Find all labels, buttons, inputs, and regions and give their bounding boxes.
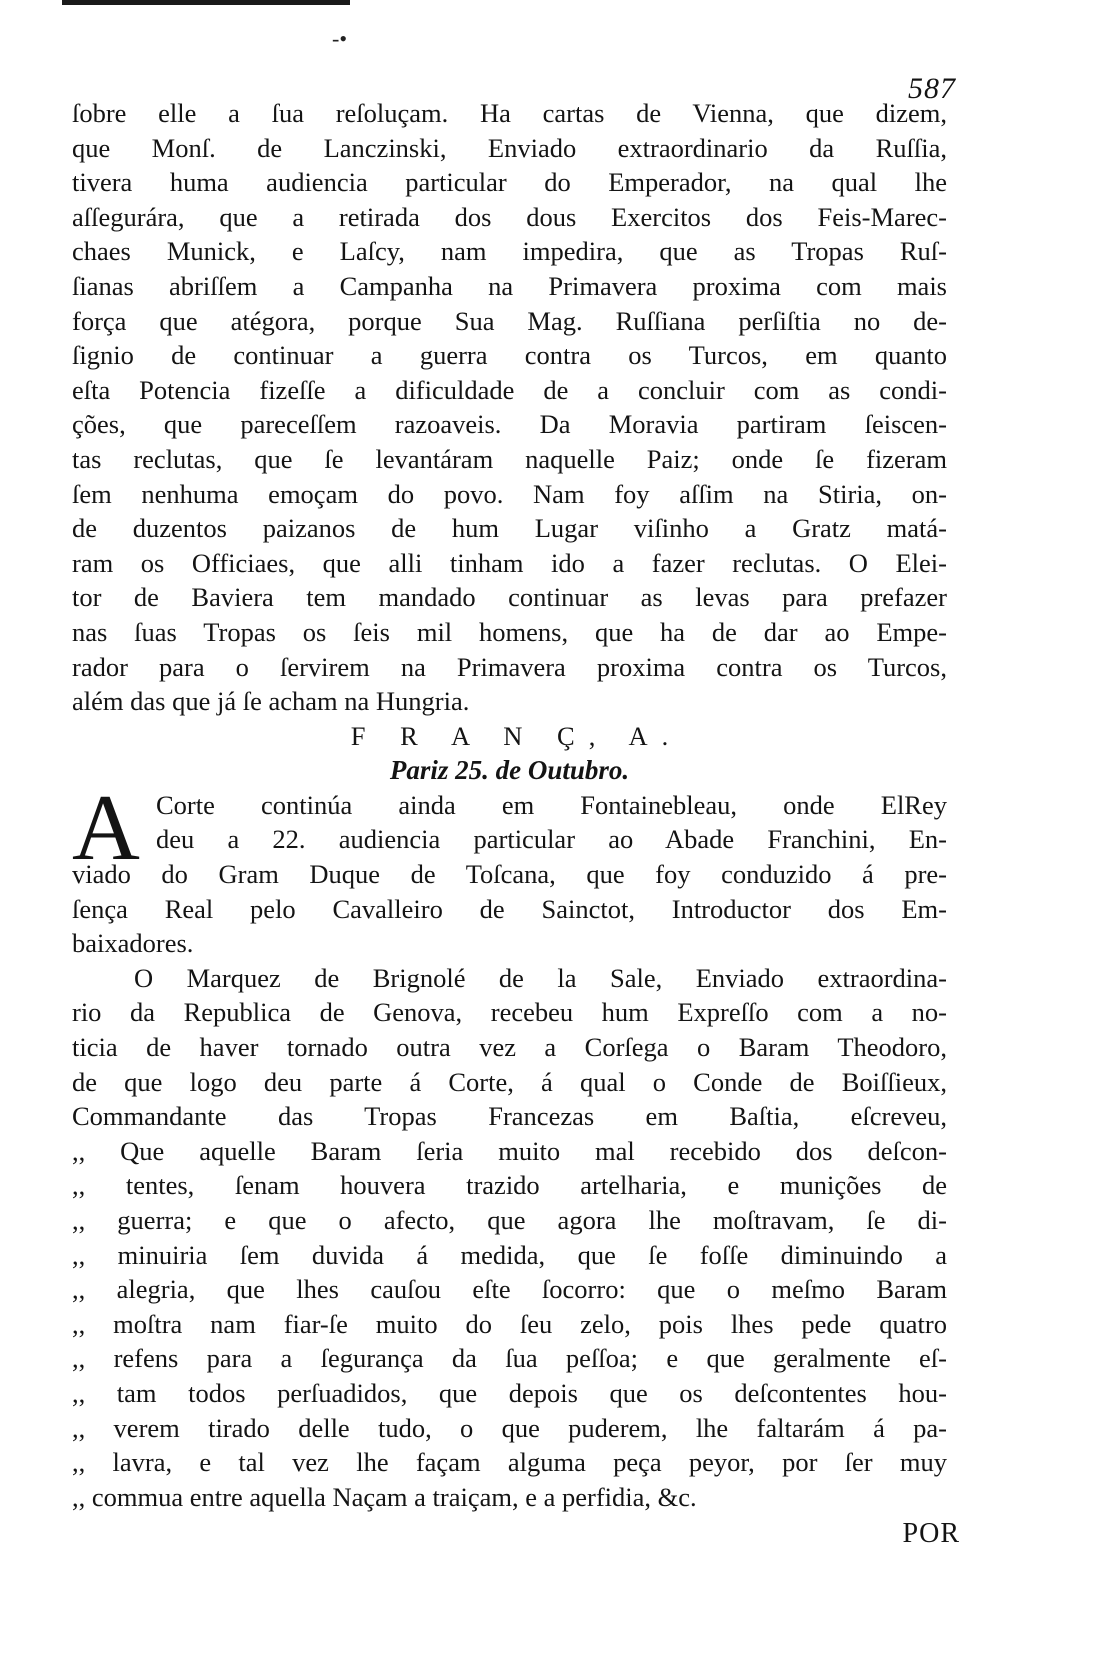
paragraph-2 (72, 775, 947, 961)
text-line: ,, tam todos perſuadidos, que depois que os deſcontentes hou- (72, 1377, 947, 1408)
text-line: ,, moſtra nam fiar-ſe muito do ſeu zelo, pois lhes pede quatro (72, 1308, 947, 1339)
paragraph-1 (72, 96, 947, 719)
text-line: O Marquez de Brignolé de la Sale, Enviado extraordina- (134, 962, 947, 993)
text-line: ſianas abriſſem a Campanha na Primavera proxima com mais (72, 270, 947, 301)
text-line: ,, tentes, ſenam houvera trazido artelharia, e munições de (72, 1170, 947, 1201)
text-line: ſobre elle a ſua reſoluçam. Ha cartas de Vienna, que dizem, (72, 98, 947, 128)
text-line: ,, alegria, que lhes cauſou eſte ſocorro: que o meſmo Baram (72, 1274, 947, 1305)
text-line: rador para o ſervirem na Primavera proxima contra os Turcos, (72, 651, 947, 682)
text-line: Corte continúa ainda em Fontainebleau, onde ElRey (156, 789, 947, 820)
text-line: força que atégora, porque Sua Mag. Ruſſiana perſiſtia no de- (72, 305, 947, 336)
text-line: nas ſuas Tropas os ſeis mil homens, que ha de dar ao Empe- (72, 616, 947, 647)
text-line: ſença Real pelo Cavalleiro de Sainctot, Introductor dos Em- (72, 893, 947, 924)
text-line: tas reclutas, que ſe levantáram naquelle Paiz; onde ſe fizeram (72, 443, 947, 474)
text-line: Commandante das Tropas Francezas em Baſtia, eſcreveu, (72, 1101, 947, 1132)
text-line: chaes Munick, e Laſcy, nam impedira, que as Tropas Ruſ- (72, 236, 947, 267)
text-line: de duzentos paizanos de hum Lugar viſinho a Gratz matá- (72, 513, 947, 544)
text-line: eſta Potencia fizeſſe a dificuldade de a concluir com as condi- (72, 374, 947, 405)
text-line: que Monſ. de Lanczinski, Enviado extraordinario da Ruſſia, (72, 132, 947, 163)
text-line: ,, refens para a ſegurança da ſua peſſoa; e que geralmente eſ- (72, 1343, 947, 1374)
catchword: POR (902, 1518, 960, 1549)
text-line: viado do Gram Duque de Toſcana, que foy conduzido á pre- (72, 859, 947, 890)
page-number: 587 (908, 72, 956, 105)
dateline: Pariz 25. de Outubro. (389, 755, 630, 786)
text-line: ,, Que aquelle Baram ſeria muito mal recebido dos deſcon- (72, 1135, 947, 1166)
text-line: ,, verem tirado delle tudo, o que puderem, lhe faltarám á pa- (72, 1412, 947, 1443)
text-line: ,, commua entre aquella Naçam a traiçam, e a perfidia, &c. (72, 1481, 697, 1512)
text-line: tivera huma audiencia particular do Emperador, na qual lhe (72, 167, 947, 198)
text-line: ,, guerra; e que o afecto, que agora lhe moſtravam, ſe di- (72, 1205, 947, 1235)
text-line: ,, lavra, e tal vez lhe façam alguma peça peyor, por ſer muy (72, 1447, 947, 1478)
section-heading: F R A N Ç, A. (350, 720, 683, 751)
text-line: rio da Republica de Genova, recebeu hum Expreſſo com a no- (72, 997, 947, 1028)
text-line: ſem nenhuma emoçam do povo. Nam foy aſſim na Stiria, on- (72, 478, 947, 509)
page-text (72, 96, 947, 1514)
text-line: ticia de haver tornado outra vez a Corſega o Baram Theodoro, (72, 1032, 947, 1063)
top-rule (62, 0, 350, 5)
text-line: ram os Officiaes, que alli tinham ido a fazer reclutas. O Elei- (72, 547, 947, 578)
text-line: tor de Baviera tem mandado continuar as levas para prefazer (72, 582, 947, 613)
text-line: deu a 22. audiencia particular ao Abade Franchini, En- (156, 824, 947, 855)
text-line: de que logo deu parte á Corte, á qual o Conde de Boiſſieux, (72, 1066, 947, 1097)
text-line: ſignio de continuar a guerra contra os Turcos, em quanto (72, 340, 947, 371)
drop-cap: A (72, 775, 140, 880)
text-line: aſſegurára, que a retirada dos dous Exercitos dos Feis-Marec- (72, 201, 947, 232)
paragraph-3 (72, 961, 947, 1515)
text-line: ções, que pareceſſem razoaveis. Da Moravia partiram ſeiscen- (72, 409, 947, 440)
text-line: ,, minuiria ſem duvida á medida, que ſe foſſe diminuindo a (72, 1239, 947, 1270)
text-line: além das que já ſe acham na Hungria. (72, 686, 470, 717)
printer-mark: -• (332, 26, 348, 51)
text-line: baixadores. (72, 928, 194, 959)
